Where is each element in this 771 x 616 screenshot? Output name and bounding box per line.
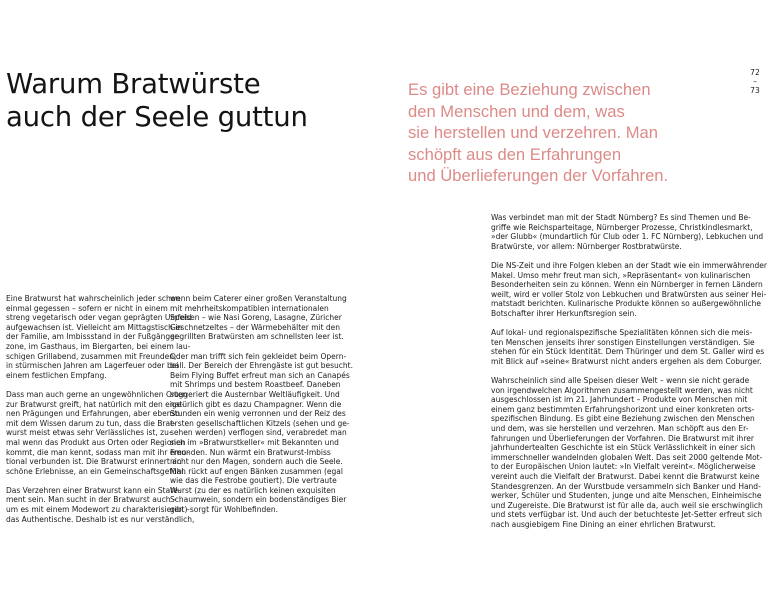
body-text-line: nicht nur den Magen, sondern auch die Seele. <box>170 457 343 467</box>
body-text-line: ment sein. Man sucht in der Bratwurst auch – <box>6 495 177 505</box>
body-text-line: einmal gegessen – sofern er nicht in einem <box>6 303 168 313</box>
body-text-line: aufgewachsen ist. Vielleicht am Mittagstisch in <box>6 322 183 332</box>
body-text-line: Wahrscheinlich sind alle Speisen dieser Welt – wenn sie nicht gerade <box>491 376 750 386</box>
body-text-line: und dem, was sie herstellen und verzehren. Man schöpft aus den Er- <box>491 424 749 434</box>
body-text-line: Bratwürste, vor allem: Nürnberger Rostbratwürste. <box>491 241 682 251</box>
body-text-line: sich im »Bratwurstkeller« mit Bekannten und <box>170 437 339 447</box>
body-text-line: schigen Grillabend, zusammen mit Freunden, <box>6 351 177 361</box>
body-text-line: mit mehrheitskompatiblen internationalen <box>170 303 329 313</box>
body-text-line: wurst meist etwas sehr Verlässliches ist, zu- <box>6 428 172 438</box>
body-text-line: Speisen – wie Nasi Goreng, Lasagne, Züricher <box>170 313 342 323</box>
body-text-line: Dass man auch gerne an ungewöhnlichen Orten <box>6 389 188 399</box>
body-text-line: nach ausgiebigem Fine Dining an einer ehrlichen Bratwurst. <box>491 520 716 529</box>
body-text-line: »der Glubb« (mundartlich für Club oder 1. FC Nürnberg), Lebkuchen und <box>491 232 764 242</box>
page-number-right: 73 <box>750 86 760 95</box>
body-text-line: spezifischen Bindung. Es gibt eine Beziehung zwischen den Menschen <box>491 414 755 424</box>
body-text-line: Was verbindet man mit der Stadt Nürnberg? Es sind Themen und Be- <box>491 213 751 222</box>
pull-quote-line: Es gibt eine Beziehung zwischen <box>408 80 651 99</box>
page-number-separator: – <box>753 77 757 86</box>
body-text-line: tional verbunden ist. Die Bratwurst erinnert an <box>6 457 182 467</box>
headline-line: Warum Bratwürste <box>6 68 261 100</box>
body-text-line: Auf lokal- und regionalspezifische Spezialitäten können sich die meis- <box>491 328 753 338</box>
body-text-line: wenn beim Caterer einer großen Veranstaltung <box>170 294 347 303</box>
body-text-line: werker, Schüler und Studenten, junge und alte Menschen, Einheimische <box>491 491 762 501</box>
body-paragraph <box>491 376 767 530</box>
body-text-line: vereint auch die Vielfalt der Bratwurst. Dabei kennt die Bratwurst keine <box>491 472 760 482</box>
body-text-line: natürlich gibt es dazu Champagner. Wenn die <box>170 399 342 409</box>
body-paragraph <box>170 294 353 342</box>
body-text-line: ausgeschlossen ist im 21. Jahrhundert – Produkte von Menschen mit <box>491 395 748 405</box>
body-text-line: Beim Flying Buffet erfreut man sich an Canapés <box>170 370 350 380</box>
body-text-line: Besonderheiten sein zu können. Wenn ein Nürnberger in fernen Ländern <box>491 280 763 290</box>
body-paragraph <box>6 294 194 380</box>
body-text-line: der Familie, am Imbissstand in der Fußgänger- <box>6 332 181 342</box>
body-text-line: mit Blick auf »seine« Bratwurst nicht anders ergehen als dem Coburger. <box>491 356 762 366</box>
body-text-line: ball. Der Bereich der Ehrengäste ist gut besucht. <box>170 361 354 371</box>
body-text-line: Man rückt auf engen Bänken zusammen (egal <box>170 466 343 476</box>
body-text-line: ten Menschen jenseits ihrer sonstigen Einstellungen verständigen. Sie <box>491 337 755 347</box>
body-text-line: jahrhundertealten Geschichte ist ein Stück Verlässlichkeit in einer sich <box>491 443 756 453</box>
body-text-line: einem festlichen Empfang. <box>6 370 107 380</box>
body-text-line: und Zugereiste. Die Bratwurst ist für alle da, auch weil sie erschwinglich <box>491 500 763 510</box>
body-text-line: Schaumwein, sondern ein bodenständiges Bier <box>170 495 347 505</box>
pull-quote-line: den Menschen und dem, was <box>408 101 625 121</box>
body-text-line: fahrungen und Überlieferungen der Vorfahren. Die Bratwurst mit ihrer <box>491 433 754 443</box>
body-text-line: griffe wie Reichsparteitage, Nürnberger Prozesse, Christkindlesmarkt, <box>491 222 753 232</box>
article-headline <box>6 68 308 134</box>
body-text-line: stehen für ein Stück Identität. Dem Thüringer und dem St. Galler wird es <box>491 347 765 357</box>
body-text-line: Botschafter ihrer Herkunftsregion sein. <box>491 308 637 318</box>
body-text-line: Wurst (zu der es natürlich keinen exquisiten <box>170 485 336 495</box>
body-column-2 <box>170 294 353 515</box>
body-text-line: sehen werden) verflogen sind, verabredet man <box>170 428 347 438</box>
body-text-line: kommt, die man kennt, sodass man mit ihr emo- <box>6 447 190 457</box>
body-text-line: in stürmischen Jahren am Lagerfeuer oder bei <box>6 361 179 371</box>
body-text-line: Die NS-Zeit und ihre Folgen kleben an der Stadt wie ein immerwährender <box>491 260 767 270</box>
body-paragraph <box>491 328 767 366</box>
body-text-line: einem ganz bestimmten Erfahrungshorizont und einer konkreten orts- <box>491 404 755 414</box>
body-text-line: Standesgrenzen. An der Wurstbude versammeln sich Banker und Hand- <box>491 481 761 491</box>
body-text-line: streng vegetarisch oder vegan geprägten Umfeld <box>6 313 192 323</box>
body-text-line: schöne Erlebnisse, an ein Gemeinschaftsgefühl. <box>6 466 186 476</box>
body-text-line: gibt) sorgt für Wohlbefinden. <box>170 505 279 515</box>
page-number-left: 72 <box>750 68 760 77</box>
body-paragraph <box>6 390 194 476</box>
body-column-3 <box>491 213 767 530</box>
body-text-line: immerschneller wandelnden globalen Welt. Das seit 2000 geltende Mot- <box>491 452 763 462</box>
body-text-line: Eine Bratwurst hat wahrscheinlich jeder schon <box>6 294 181 303</box>
body-text-line: um es mit einem Modewort zu charakterisieren – <box>6 505 190 515</box>
body-text-line: mit dem Wissen darum zu tun, dass die Brat- <box>6 418 176 428</box>
body-text-line: zone, im Gasthaus, im Biergarten, bei einem lau- <box>6 341 191 351</box>
body-text-line: Makel. Umso mehr freut man sich, »Repräsentant« von kulinarischen <box>491 270 751 280</box>
body-text-line: von irgendwelchen Algorithmen zusammengestellt werden, was nicht <box>491 385 753 395</box>
pull-quote-line: sie herstellen und verzehren. Man <box>408 123 658 142</box>
body-text-line: suggeriert die Austernbar Weltläufigkeit. Und <box>170 389 340 399</box>
body-text-line: wie das die Festrobe goutiert). Die vertraute <box>170 476 337 486</box>
pull-quote-line: und Überlieferungen der Vorfahren. <box>408 166 669 185</box>
body-text-line: matstadt berichten. Kulinarische Produkte können so außergewöhnliche <box>491 299 762 309</box>
body-paragraph <box>6 486 194 524</box>
body-text-line: Freunden. Nun wärmt ein Bratwurst-Imbiss <box>170 447 331 457</box>
body-text-line: to der Europäischen Union lautet: »In Vielfalt vereint«. Möglicherweise <box>491 462 756 472</box>
body-text-line: das Authentische. Deshalb ist es nur verständlich, <box>6 514 195 524</box>
body-text-line: weilt, wird er voller Stolz von Lebkuchen und Bratwürsten aus seiner Hei- <box>491 289 767 299</box>
body-text-line: ersten gesellschaftlichen Kitzels (sehen und ge- <box>170 418 350 428</box>
body-text-line: Stunden ein wenig verronnen und der Reiz des <box>170 409 346 419</box>
body-text-line: Das Verzehren einer Bratwurst kann ein State- <box>6 485 181 495</box>
pull-quote-line: schöpft aus den Erfahrungen <box>408 144 622 164</box>
body-text-line: zur Bratwurst greift, hat natürlich mit den eige- <box>6 399 184 409</box>
body-text-line: Geschnetzeltes – der Wärmebehälter mit den <box>170 322 341 332</box>
body-text-line: mit Shrimps und bestem Roastbeef. Daneben <box>170 380 341 390</box>
body-column-1 <box>6 294 194 524</box>
pull-quote <box>408 79 668 187</box>
body-paragraph <box>491 213 767 251</box>
body-text-line: Oder man trifft sich fein gekleidet beim Opern- <box>170 351 347 361</box>
body-text-line: gegrillten Bratwürsten am schnellsten leer ist. <box>170 332 344 342</box>
body-paragraph <box>170 352 353 515</box>
body-text-line: nen Prägungen und Erfahrungen, aber ebenso <box>6 409 180 419</box>
body-text-line: mal wenn das Produkt aus Orten oder Regionen <box>6 437 186 447</box>
headline-line: auch der Seele guttun <box>6 101 308 133</box>
body-paragraph <box>491 261 767 319</box>
page-numbers <box>743 68 767 95</box>
body-text-line: und stets verfügbar ist. Und auch der betuchteste Jet-Setter erfreut sich <box>491 510 762 520</box>
